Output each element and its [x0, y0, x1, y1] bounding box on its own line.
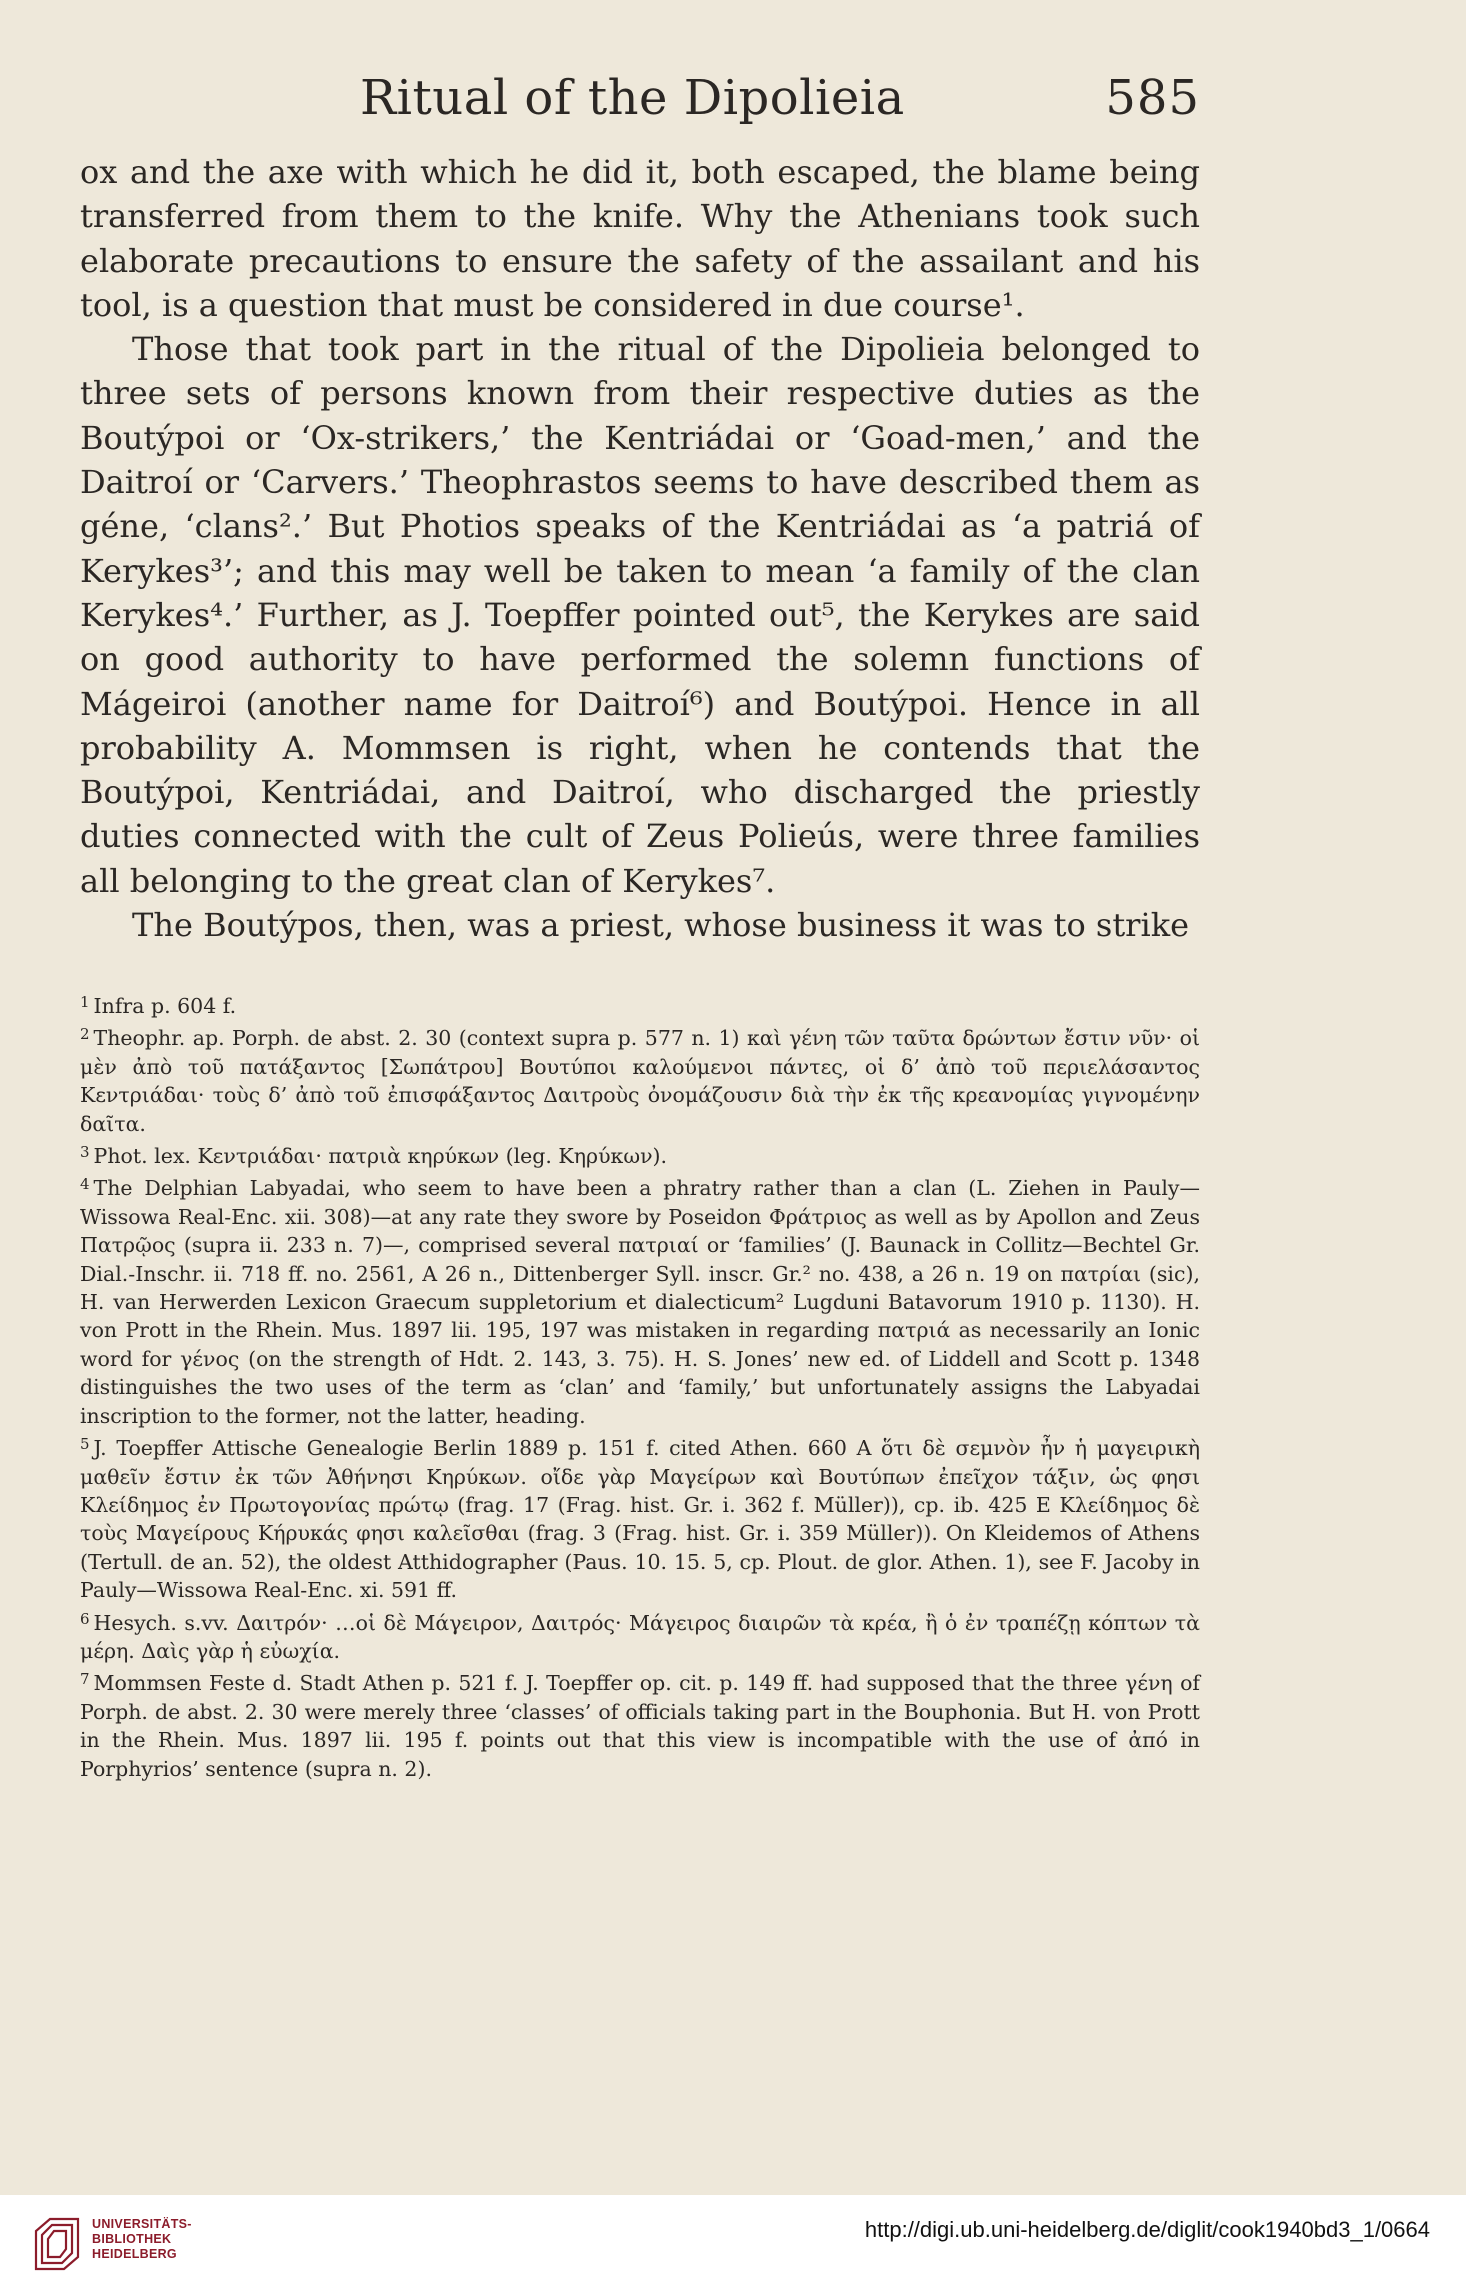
body-text	[80, 150, 1200, 947]
paragraph-3: The Boutýpos, then, was a priest, whose business it was to strike	[132, 906, 1190, 945]
footnote: $^4$ The Delphian Labyadai, who seem to have been a phratry rather than a clan (L. Ziehen in Pauly—Wissowa Real-Enc. xii. 308)—at any rate they swore by Poseidon Φράτριος as well as by Apollon and Zeus Πατρῷος (supra ii. 233 n. 7)—, comprised several πατριαί or ‘families’ (J. Baunack in Collitz—Bechtel Gr. Dial.-Inschr. ii. 718 ff. no. 2561, A 26 n., Dittenberger Syll. inscr. Gr.² no. 438, a 26 n. 19 on πατρίαι (sic), H. van Herwerden Lexicon Graecum suppletorium et dialecticum² Lugduni Batavorum 1910 p. 1130). H. von Prott in the Rhein. Mus. 1897 lii. 195, 197 was mistaken in regarding πατριά as necessarily an Ionic word for γένος (on the strength of Hdt. 2. 143, 3. 75). H. S. Jones’ new ed. of Liddell and Scott p. 1348 distinguishes the two uses of the term as ‘clan’ and ‘family,’ but unfortunately assigns the Labyadai inscription to the former, not the latter, heading.	[80, 1175, 1200, 1428]
footnotes	[80, 988, 1200, 1783]
footnote: $^3$ Phot. lex. Κεντριάδαι· πατριὰ κηρύκων (leg. Κηρύκων).	[80, 1143, 668, 1169]
footnote: $^5$ J. Toepffer Attische Genealogie Berlin 1889 p. 151 f. cited Athen. 660 A ὅτι δὲ σεμνὸν ἦν ἡ μαγειρικὴ μαθεῖν ἔστιν ἐκ τῶν Ἀθήνησι Κηρύκων. οἴδε γὰρ Μαγείρων καὶ Βουτύπων ἐπεῖχον τάξιν, ὡς φησι Κλείδημος ἐν Πρωτογονίας πρώτῳ (frag. 17 (Frag. hist. Gr. i. 362 f. Müller)), cp. ib. 425 E Κλείδημος δὲ τοὺς Μαγείρους Κήρυκάς φησι καλεῖσθαι (frag. 3 (Frag. hist. Gr. i. 359 Müller)). On Kleidemos of Athens (Tertull. de an. 52), the oldest Atthidographer (Paus. 10. 15. 5, cp. Plout. de glor. Athen. 1), see F. Jacoby in Pauly—Wissowa Real-Enc. xi. 591 ff.	[80, 1435, 1200, 1603]
footnote: $^7$ Mommsen Feste d. Stadt Athen p. 521 f. J. Toepffer op. cit. p. 149 ff. had supposed that the three γένη of Porph. de abst. 2. 30 were merely three ‘classes’ of officials taking part in the Bouphonia. But H. von Prott in the Rhein. Mus. 1897 lii. 195 f. points out that this view is incompatible with the use of ἀπό in Porphyrios’ sentence (supra n. 2).	[80, 1670, 1200, 1781]
permalink-url[interactable]: http://digi.ub.uni-heidelberg.de/diglit/cook1940bd3_1/0664	[864, 2217, 1430, 2242]
page-number: 585	[1105, 70, 1200, 126]
library-name: UNIVERSITÄTS- BIBLIOTHEK HEIDELBERG	[92, 2217, 192, 2261]
footnote: $^6$ Hesych. s.vv. Δαιτρόν· …οἱ δὲ Μάγειρον, Δαιτρός· Μάγειρος διαιρῶν τὰ κρέα, ἢ ὁ ἐν τραπέζῃ κόπτων τὰ μέρη. Δαὶς γὰρ ἡ εὐωχία.	[80, 1609, 1200, 1663]
running-header	[80, 62, 1200, 132]
page-title: Ritual of the Dipolieia	[360, 70, 905, 126]
footnote: $^2$ Theophr. ap. Porph. de abst. 2. 30 (context supra p. 577 n. 1) καὶ γένη τῶν ταῦτα δρώντων ἔστιν νῦν· οἱ μὲν ἀπὸ τοῦ πατάξαντος [Σωπάτρου] Βουτύποι καλούμενοι πάντες, οἱ δ’ ἀπὸ τοῦ περιελάσαντος Κεντριάδαι· τοὺς δ’ ἀπὸ τοῦ ἐπισφάξαντος Δαιτροὺς ὀνομάζουσιν διὰ τὴν ἐκ τῆς κρεανομίας γιγνομένην δαῖτα.	[80, 1025, 1200, 1136]
footnote: $^1$ Infra p. 604 f.	[80, 993, 237, 1018]
library-footer	[0, 2195, 1466, 2295]
library-logo-icon	[30, 2213, 84, 2273]
paragraph-1: ox and the axe with which he did it, both escaped, the blame being transferred from them to the knife. Why the Athenians took such elaborate precautions to ensure the safety of the assailant and his tool, is a question that must be considered in due course¹.	[80, 153, 1200, 324]
paragraph-2: Those that took part in the ritual of the Dipolieia belonged to three sets of persons known from their respective duties as the Boutýpoi or ‘Ox-strikers,’ the Kentriádai or ‘Goad-men,’ and the Daitroí or ‘Carvers.’ Theophrastos seems to have described them as géne, ‘clans².’ But Photios speaks of the Kentriádai as ‘a patriá of Kerykes³’; and this may well be taken to mean ‘a family of the clan Kerykes⁴.’ Further, as J. Toepffer pointed out⁵, the Kerykes are said on good authority to have performed the solemn functions of Mágeiroi (another name for Daitroí⁶) and Boutýpoi. Hence in all probability A. Mommsen is right, when he contends that the Boutýpoi, Kentriádai, and Daitroí, who discharged the priestly duties connected with the cult of Zeus Polieús, were three families all belonging to the great clan of Kerykes⁷.	[80, 330, 1200, 900]
